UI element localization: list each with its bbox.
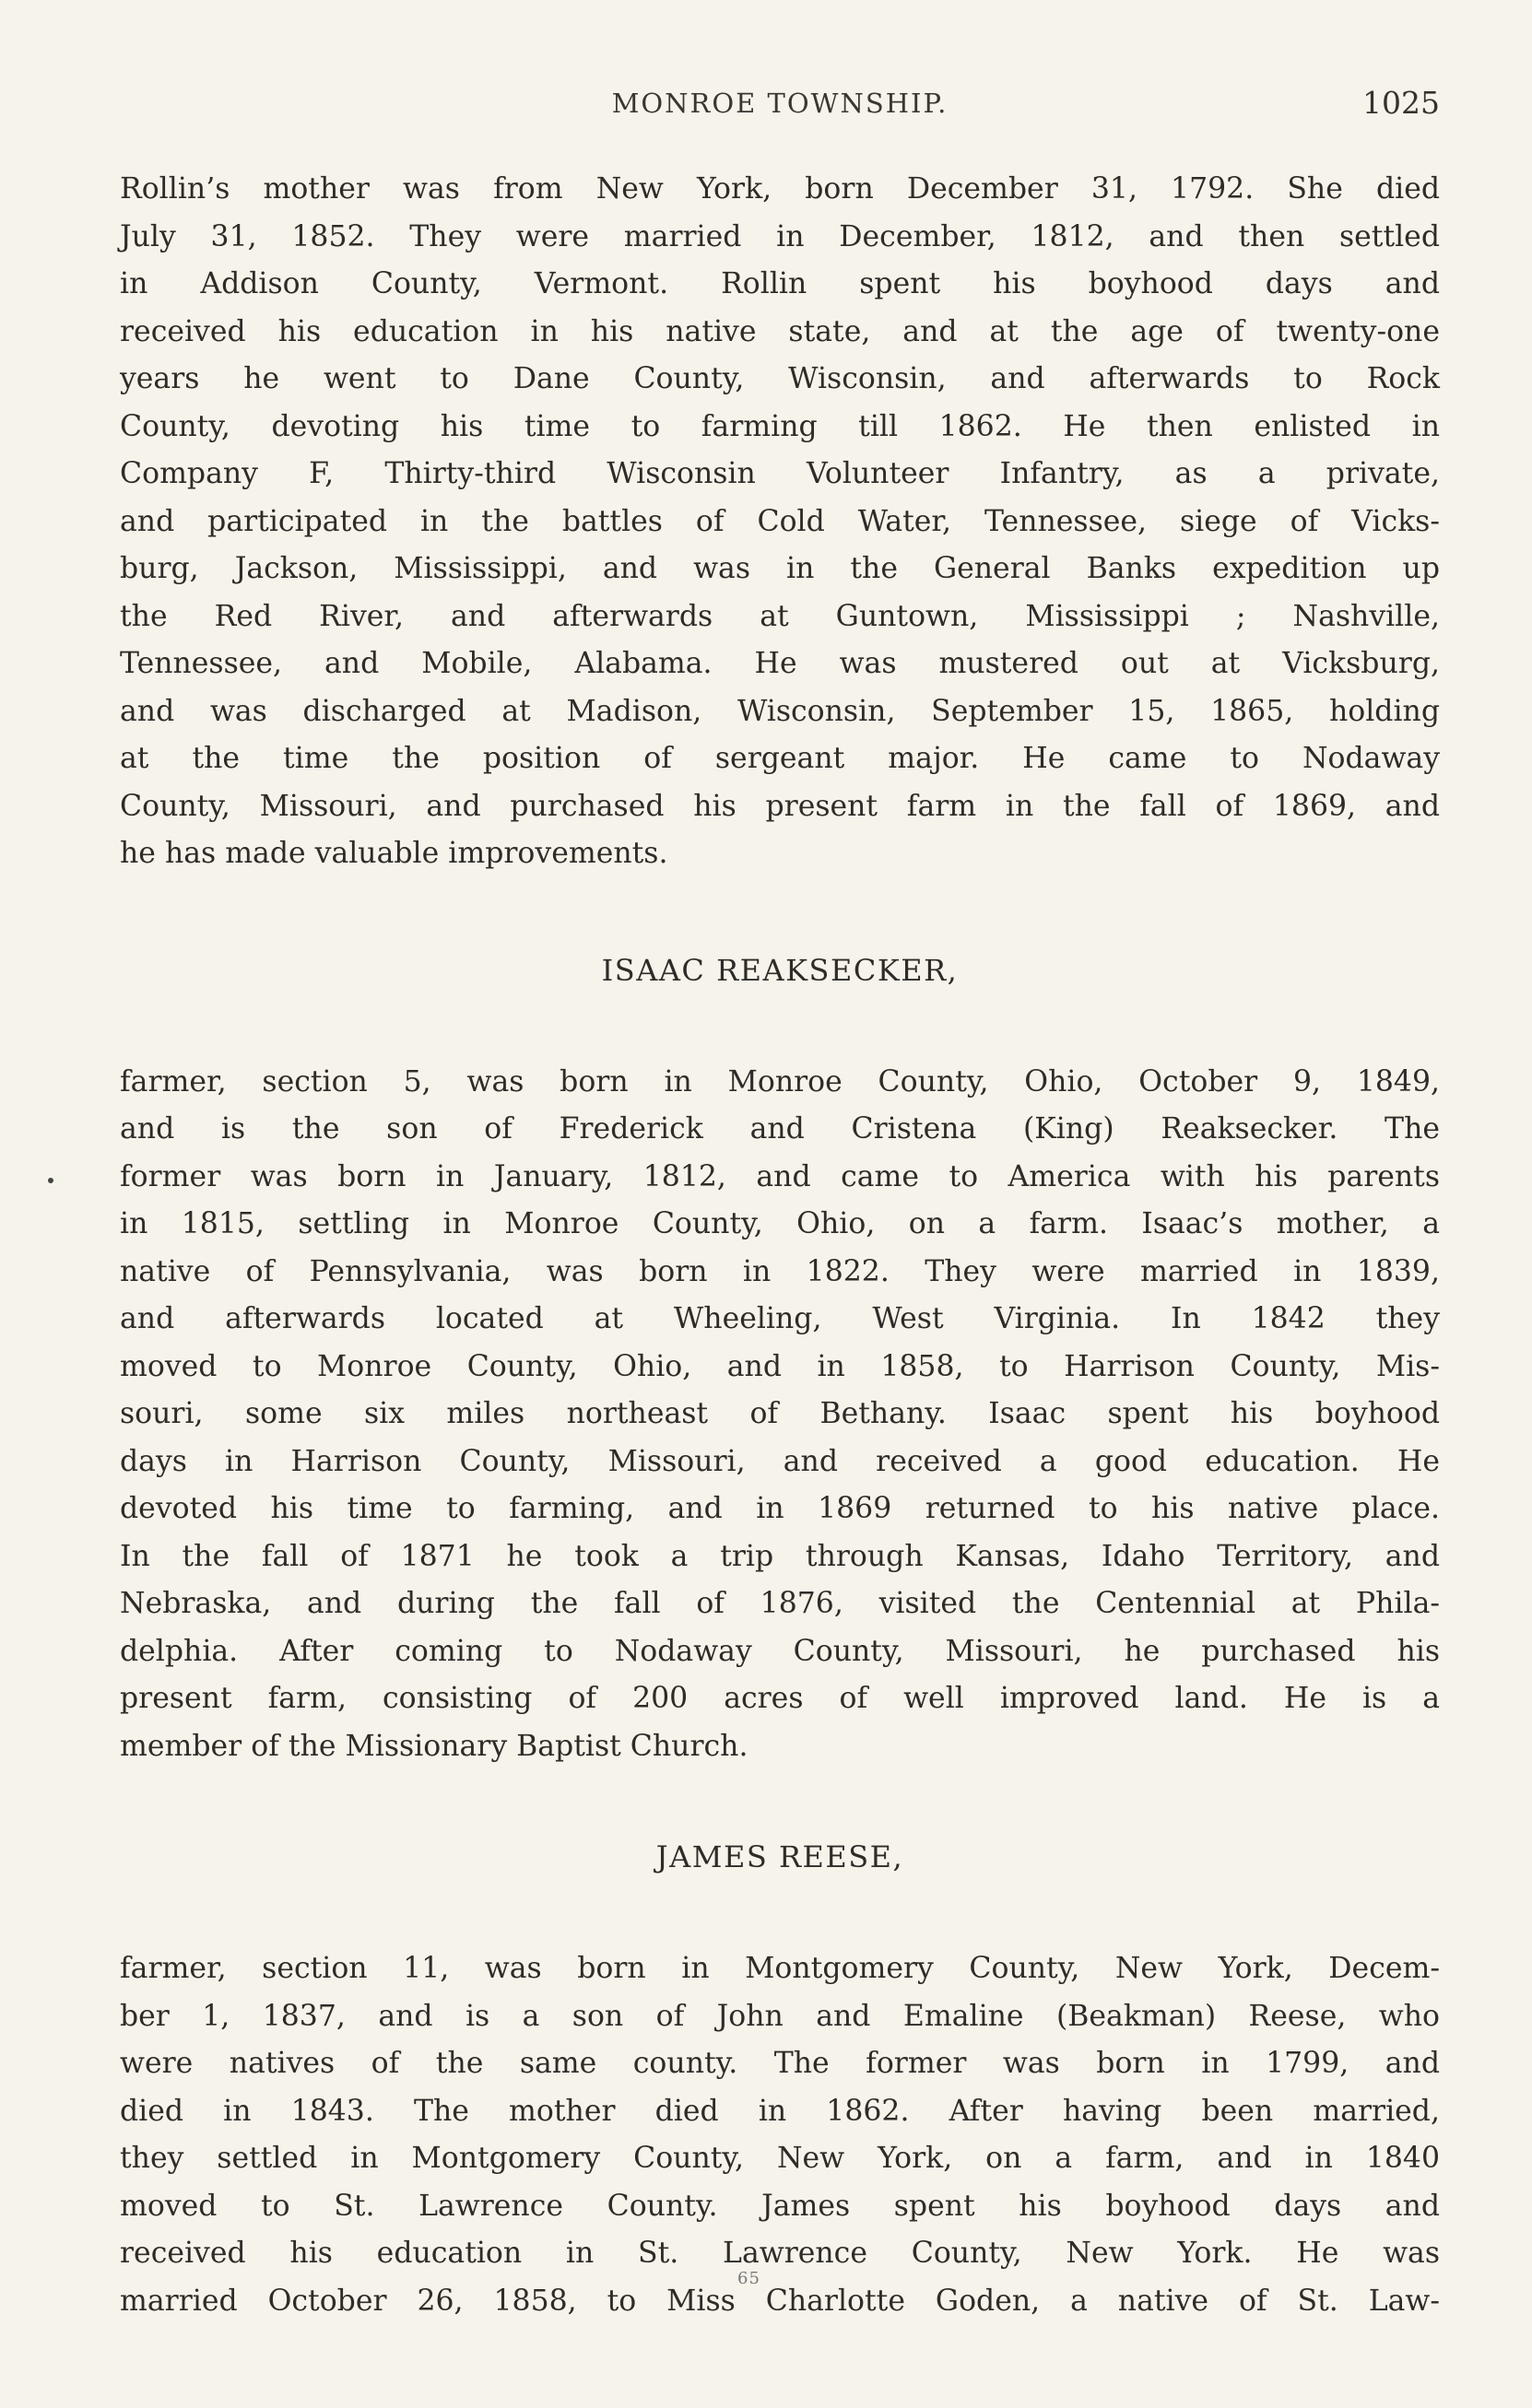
text-line: devoted his time to farming, and in 1869 returned to his native place. bbox=[120, 1492, 1440, 1525]
text-line: he has made valuable improvements. bbox=[120, 837, 668, 870]
page-header bbox=[120, 81, 1440, 125]
text-line: ber 1, 1837, and is a son of John and Emaline (Beakman) Reese, who bbox=[120, 1999, 1440, 2033]
margin-mark bbox=[48, 1178, 53, 1183]
text-line: present farm, consisting of 200 acres of well improved land. He is a bbox=[120, 1682, 1440, 1715]
text-line: days in Harrison County, Missouri, and received a good education. He bbox=[120, 1444, 1440, 1478]
text-line: County, devoting his time to farming till 1862. He then enlisted in bbox=[120, 409, 1440, 443]
page-number: 1025 bbox=[1362, 85, 1440, 121]
text-line: former was born in January, 1812, and came to America with his parents bbox=[120, 1159, 1440, 1193]
text-line: they settled in Montgomery County, New York, on a farm, and in 1840 bbox=[120, 2142, 1440, 2175]
text-line: native of Pennsylvania, was born in 1822. They were married in 1839, bbox=[120, 1254, 1440, 1288]
text-line: married October 26, 1858, to Miss Charlotte Goden, a native of St. Law- bbox=[120, 2284, 1440, 2318]
text-line: Nebraska, and during the fall of 1876, visited the Centennial at Phila- bbox=[120, 1587, 1440, 1620]
text-line: received his education in St. Lawrence County, New York. He was bbox=[120, 2237, 1440, 2270]
text-line: member of the Missionary Baptist Church. bbox=[120, 1729, 748, 1763]
text-line: delphia. After coming to Nodaway County, Missouri, he purchased his bbox=[120, 1634, 1440, 1668]
text-line: Tennessee, and Mobile, Alabama. He was mustered out at Vicksburg, bbox=[120, 647, 1440, 680]
text-line: Company F, Thirty-third Wisconsin Volunteer Infantry, as a private, bbox=[120, 457, 1440, 490]
text-line: July 31, 1852. They were married in December, 1812, and then settled bbox=[120, 219, 1440, 253]
text-line: In the fall of 1871 he took a trip through Kansas, Idaho Territory, and bbox=[120, 1539, 1440, 1573]
body-text bbox=[120, 166, 1440, 2325]
text-line: at the time the position of sergeant major. He came to Nodaway bbox=[120, 742, 1440, 775]
paragraph-james-reese bbox=[120, 1945, 1440, 2325]
text-line: souri, some six miles northeast of Bethany. Isaac spent his boyhood bbox=[120, 1397, 1440, 1430]
text-line: died in 1843. The mother died in 1862. After having been married, bbox=[120, 2094, 1440, 2128]
text-line: moved to Monroe County, Ohio, and in 1858, to Harrison County, Mis- bbox=[120, 1349, 1440, 1383]
text-line: the Red River, and afterwards at Guntown, Mississippi ; Nashville, bbox=[120, 599, 1440, 633]
text-line: and is the son of Frederick and Cristena (King) Reaksecker. The bbox=[120, 1112, 1440, 1145]
text-line: farmer, section 5, was born in Monroe County, Ohio, October 9, 1849, bbox=[120, 1064, 1440, 1098]
text-line: in 1815, settling in Monroe County, Ohio, on a farm. Isaac’s mother, a bbox=[120, 1207, 1440, 1240]
text-line: farmer, section 11, was born in Montgomery County, New York, Decem- bbox=[120, 1952, 1440, 1985]
paragraph-rollin bbox=[120, 166, 1440, 878]
text-line: burg, Jackson, Mississippi, and was in the General Banks expedition up bbox=[120, 552, 1440, 585]
signature-mark: 65 bbox=[737, 2269, 760, 2288]
text-line: and participated in the battles of Cold Water, Tennessee, siege of Vicks- bbox=[120, 504, 1440, 538]
entry-heading-james-reese: JAMES REESE, bbox=[655, 1839, 904, 1874]
text-line: in Addison County, Vermont. Rollin spent his boyhood days and bbox=[120, 267, 1440, 300]
paragraph-isaac-reaksecker bbox=[120, 1059, 1440, 1771]
text-line: County, Missouri, and purchased his present farm in the fall of 1869, and bbox=[120, 789, 1440, 823]
text-line: and afterwards located at Wheeling, West Virginia. In 1842 they bbox=[120, 1302, 1440, 1335]
text-line: moved to St. Lawrence County. James spent his boyhood days and bbox=[120, 2189, 1440, 2223]
text-line: received his education in his native state, and at the age of twenty-one bbox=[120, 314, 1440, 348]
text-line: Rollin’s mother was from New York, born December 31, 1792. She died bbox=[120, 172, 1440, 206]
entry-heading-isaac-reaksecker: ISAAC REAKSECKER, bbox=[601, 952, 959, 988]
text-line: and was discharged at Madison, Wisconsin, September 15, 1865, holding bbox=[120, 694, 1440, 728]
running-title: MONROE TOWNSHIP. bbox=[611, 88, 949, 119]
text-line: were natives of the same county. The former was born in 1799, and bbox=[120, 2047, 1440, 2080]
text-line: years he went to Dane County, Wisconsin, and afterwards to Rock bbox=[120, 362, 1440, 395]
